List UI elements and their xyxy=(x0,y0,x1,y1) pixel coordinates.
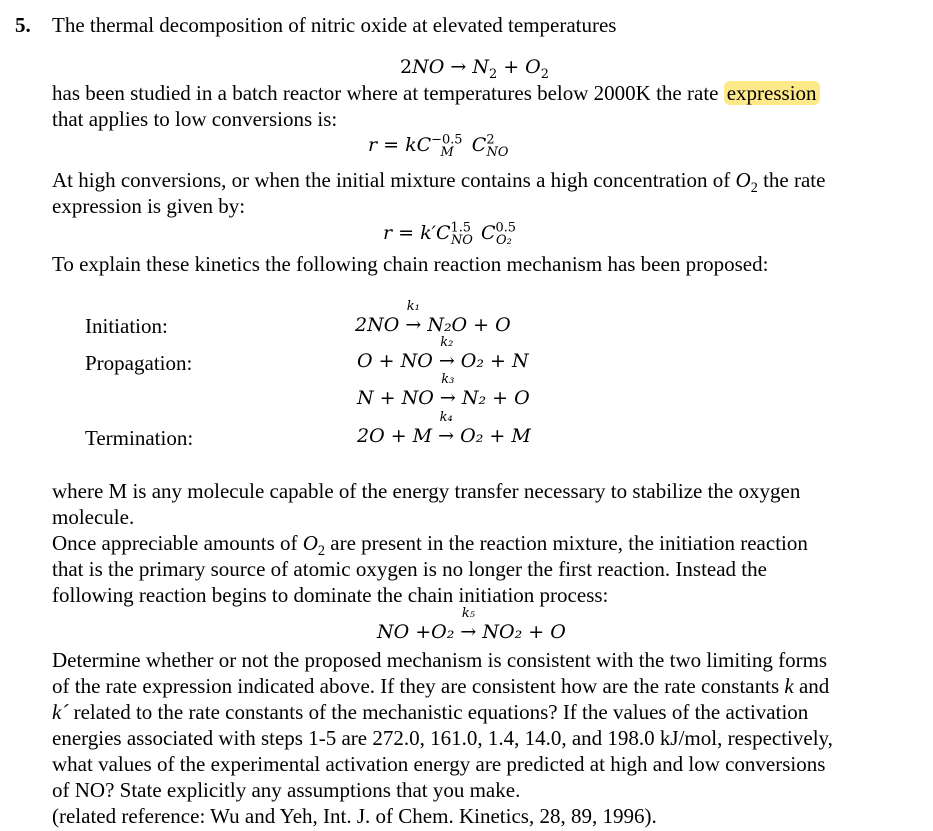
once-line-3: following reaction begins to dominate the chain initiation process: xyxy=(52,583,609,607)
high-conv-line-1: At high conversions, or when the initial mixture contains a high concentration of $O_2$ the rate xyxy=(52,168,826,197)
main-reaction: $2NO \to N_2 + O_2$ xyxy=(400,56,549,82)
once-line-2: that is the primary source of atomic oxygen is no longer the first reaction. Instead the xyxy=(52,557,767,581)
explain-line: To explain these kinetics the following chain reaction mechanism has been proposed: xyxy=(52,252,769,276)
where-line-1: where M is any molecule capable of the energy transfer necessary to stabilize the oxygen xyxy=(52,479,801,503)
mechanism-step-4: 2O + M k₄ → O₂ + M xyxy=(357,410,531,447)
label-initiation: Initiation: xyxy=(85,314,168,338)
intro-line: The thermal decomposition of nitric oxide at elevated temperatures xyxy=(52,13,617,37)
studied-line: has been studied in a batch reactor where at temperatures below 2000K the rate expression xyxy=(52,80,820,106)
reference-line: (related reference: Wu and Yeh, Int. J. of Chem. Kinetics, 28, 89, 1996). xyxy=(52,804,657,828)
mechanism-step-2: O + NO k₂ → O₂ + N xyxy=(357,335,529,372)
determine-line-2: of the rate expression indicated above. If they are consistent how are the rate constants k and xyxy=(52,674,830,698)
determine-line-1: Determine whether or not the proposed mechanism is consistent with the two limiting forms xyxy=(52,648,828,672)
rate-expression-high: $r = k'C^{1.5}_{NO}$ $C^{0.5}_{O_2}$ xyxy=(383,220,517,248)
rate-expression-low: $r = kC^{-0.5}_M$ $C^2_{NO}$ xyxy=(368,132,509,160)
mechanism-step-5: NO +O₂ k₅ → NO₂ + O xyxy=(377,606,566,643)
once-line-1: Once appreciable amounts of $O_2$ are present in the reaction mixture, the initiation reaction xyxy=(52,531,808,560)
determine-line-3: k´ related to the rate constants of the mechanistic equations? If the values of the activation xyxy=(52,700,809,724)
where-line-2: molecule. xyxy=(52,505,135,529)
applies-line: that applies to low conversions is: xyxy=(52,107,338,131)
determine-line-6: of NO? State explicitly any assumptions that you make. xyxy=(52,778,521,802)
determine-line-5: what values of the experimental activation energy are predicted at high and low conversions xyxy=(52,752,826,776)
mechanism-step-1: 2NO k₁ → N₂O + O xyxy=(355,299,511,336)
label-propagation: Propagation: xyxy=(85,351,193,375)
highlighted-word: expression xyxy=(724,81,820,105)
problem-number: 5. xyxy=(15,13,31,37)
mechanism-step-3: N + NO k₃ → N₂ + O xyxy=(357,372,530,409)
determine-line-4: energies associated with steps 1-5 are 272.0, 161.0, 1.4, 14.0, and 198.0 kJ/mol, respectively, xyxy=(52,726,833,750)
label-termination: Termination: xyxy=(85,426,194,450)
high-conv-line-2: expression is given by: xyxy=(52,194,246,218)
